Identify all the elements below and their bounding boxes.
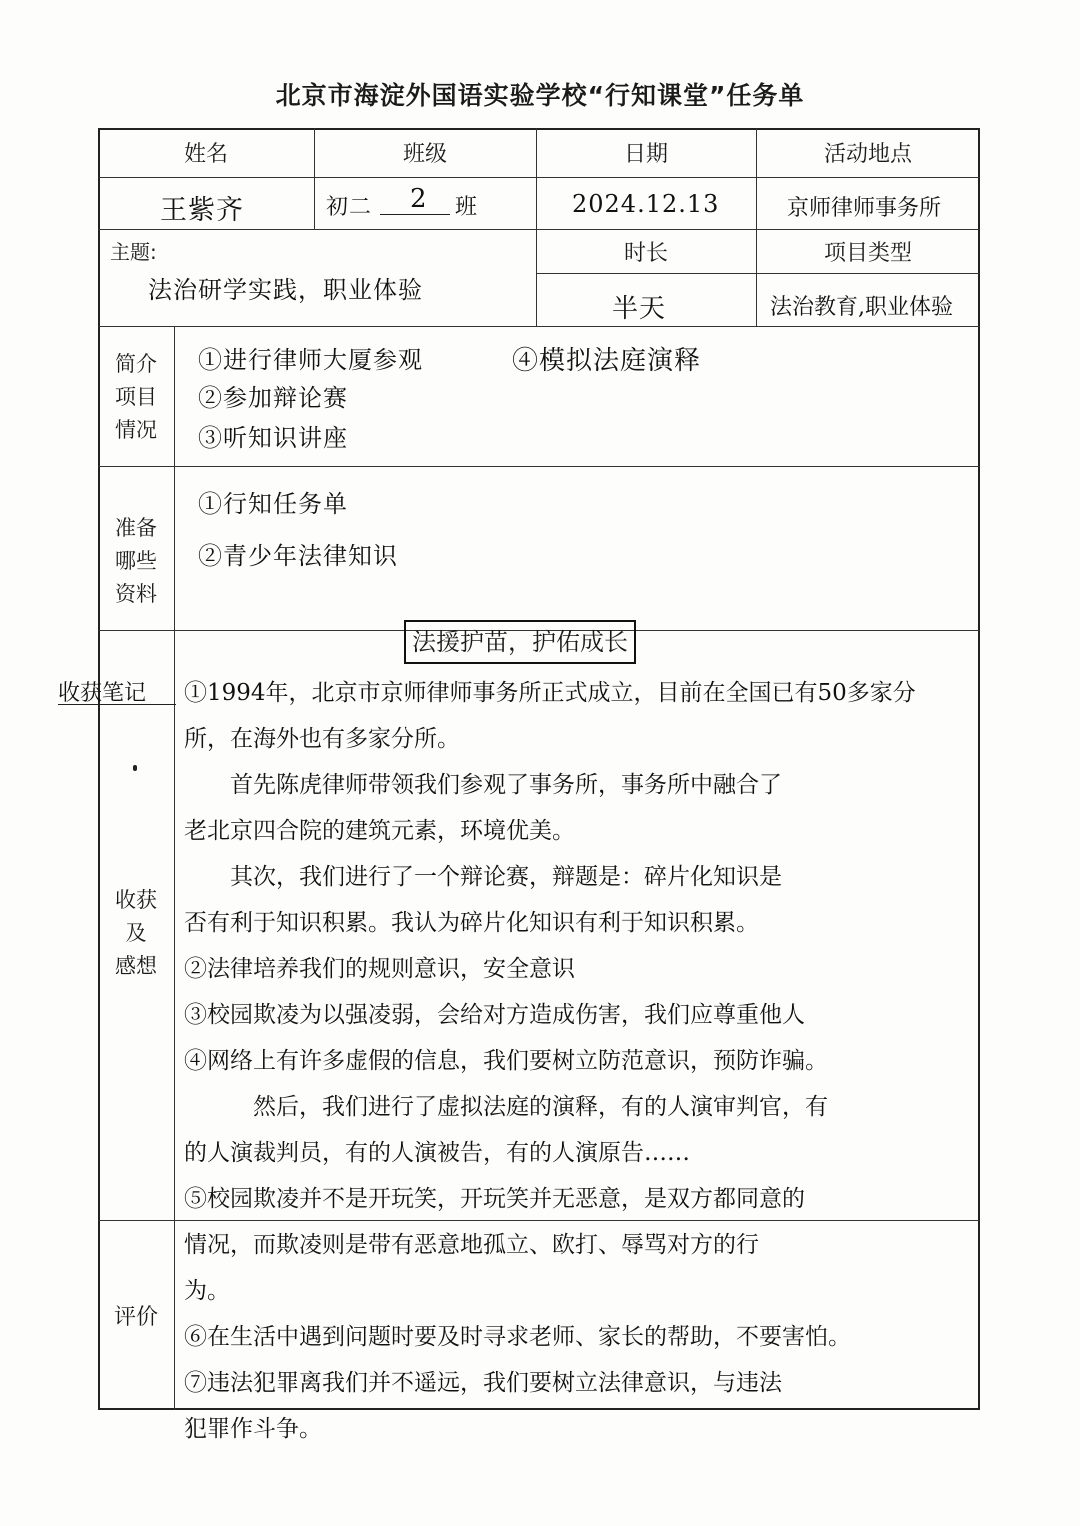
label-col-divider: [174, 326, 175, 1410]
type-value: 法治教育,职业体验: [770, 295, 953, 320]
gains-label-line: 感想: [115, 954, 157, 978]
class-underline: [380, 214, 450, 215]
materials-item: ①行知任务单: [198, 490, 348, 518]
ink-mark: [133, 765, 137, 771]
notes-line: 的人演裁判员，有的人演被告，有的人演原告……: [184, 1140, 690, 1166]
materials-label-line: 资料: [115, 582, 157, 606]
date-value: 2024.12.13: [572, 190, 720, 218]
intro-label: [101, 348, 171, 447]
notes-line: 否有利于知识积累。我认为碎片化知识有利于知识积累。: [184, 910, 759, 936]
side-label-underline: [58, 704, 176, 705]
intro-label-line: 情况: [115, 418, 157, 442]
duration-label: 时长: [623, 240, 668, 266]
notes-line: ⑥在生活中遇到问题时要及时寻求老师、家长的帮助，不要害怕。: [184, 1324, 851, 1350]
intro-item: ④模拟法庭演释: [512, 346, 702, 376]
materials-label-line: 哪些: [115, 549, 157, 573]
notes-line: 所，在海外也有多家分所。: [184, 726, 460, 752]
class-number: 2: [410, 184, 428, 214]
name-label: 姓名: [183, 142, 228, 167]
intro-label-line: 简介: [115, 352, 157, 376]
evaluation-label: 评价: [113, 1304, 158, 1330]
notes-line: 情况，而欺凌则是带有恶意地孤立、欧打、辱骂对方的行: [184, 1232, 759, 1258]
notes-line: ②法律培养我们的规则意识，安全意识: [184, 956, 575, 982]
notes-heading: 法援护苗，护佑成长: [404, 620, 636, 664]
class-prefix: 初二: [326, 195, 373, 220]
intro-item: ①进行律师大厦参观: [198, 346, 423, 374]
notes-line: ①1994年，北京市京师律师事务所正式成立，目前在全国已有50多家分: [184, 680, 916, 706]
notes-line: ⑤校园欺凌并不是开玩笑，开玩笑并无恶意，是双方都同意的: [184, 1186, 805, 1212]
notes-line: 其次，我们进行了一个辩论赛，辩题是：碎片化知识是: [184, 864, 782, 890]
name-value: 王紫齐: [160, 195, 244, 226]
location-label: 活动地点: [823, 142, 912, 167]
gains-label-line: 及: [125, 921, 147, 945]
date-label: 日期: [623, 142, 668, 167]
notes-line: ⑦违法犯罪离我们并不遥远，我们要树立法律意识，与违法: [184, 1370, 782, 1396]
intro-label-line: 项目: [115, 385, 157, 409]
notes-line: 老北京四合院的建筑元素，环境优美。: [184, 818, 575, 844]
location-value: 京师律师事务所: [787, 196, 942, 221]
row-divider: [98, 466, 980, 467]
row-divider: [98, 177, 980, 178]
topic-label: 主题:: [110, 240, 157, 264]
materials-label-line: 准备: [115, 516, 157, 540]
intro-item: ③听知识讲座: [198, 424, 348, 452]
notes-side-label: 收获笔记: [58, 681, 147, 706]
intro-item: ②参加辩论赛: [198, 384, 348, 412]
notes-body: [184, 670, 916, 1452]
gains-label-line: 收获: [115, 888, 157, 912]
topic-value: 法治研学实践，职业体验: [148, 276, 423, 304]
notes-line: 然后，我们进行了虚拟法庭的演释，有的人演审判官，有: [184, 1094, 828, 1120]
page-title: 北京市海淀外国语实验学校“行知课堂”任务单: [275, 81, 805, 110]
duration-value: 半天: [612, 294, 667, 324]
class-label: 班级: [402, 142, 447, 167]
gains-label: [101, 884, 171, 983]
materials-label: [101, 512, 171, 611]
row-divider: [98, 326, 980, 327]
type-label: 项目类型: [823, 240, 912, 266]
notes-line: 为。: [184, 1278, 230, 1304]
notes-line: ④网络上有许多虚假的信息，我们要树立防范意识，预防诈骗。: [184, 1048, 828, 1074]
class-suffix: 班: [455, 195, 479, 220]
notes-line: ③校园欺凌为以强凌弱，会给对方造成伤害，我们应尊重他人: [184, 1002, 805, 1028]
notes-line: 犯罪作斗争。: [184, 1416, 322, 1442]
row-divider: [536, 273, 980, 274]
notes-line: 首先陈虎律师带领我们参观了事务所，事务所中融合了: [184, 772, 782, 798]
materials-item: ②青少年法律知识: [198, 542, 398, 570]
